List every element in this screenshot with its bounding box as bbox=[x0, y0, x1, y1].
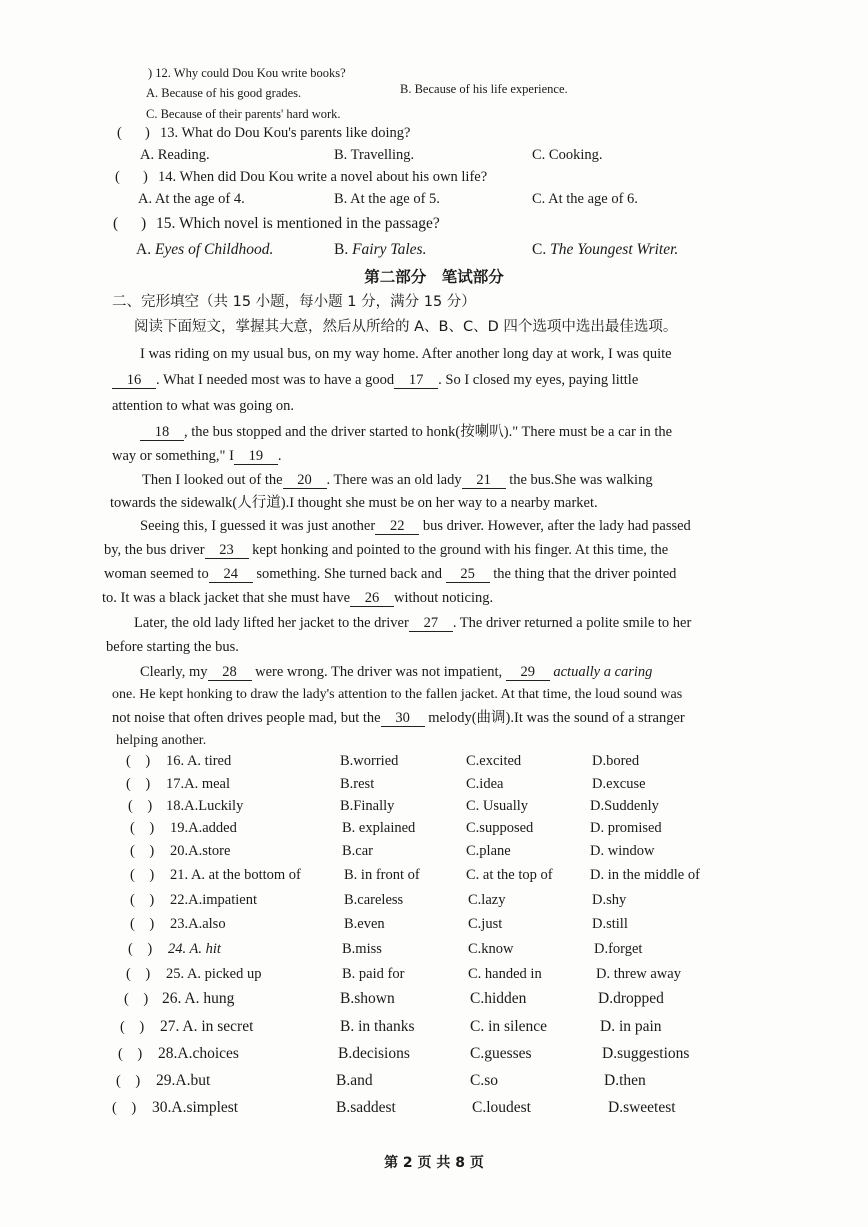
passage-line: to. It was a black jacket that she must have 26 without noticing. bbox=[102, 590, 494, 606]
choice-a: 24. A. hit bbox=[168, 941, 221, 957]
q13-option-b: B. Travelling. bbox=[334, 147, 415, 163]
answer-paren-13-close: ) bbox=[145, 125, 150, 141]
answer-paren: ( ) bbox=[120, 1019, 145, 1035]
choice-row-19 bbox=[0, 819, 868, 841]
answer-paren: ( ) bbox=[130, 843, 155, 859]
passage-line: before starting the bus. bbox=[106, 639, 239, 655]
choice-b: B.even bbox=[344, 916, 385, 932]
choice-d: D.sweetest bbox=[608, 1099, 676, 1116]
answer-paren-13-open: ( bbox=[117, 125, 122, 141]
passage-line: towards the sidewalk(人行道).I thought she must be on her way to a nearby market. bbox=[110, 495, 598, 511]
choice-c: C.so bbox=[470, 1072, 498, 1089]
q14-option-c: C. At the age of 6. bbox=[532, 191, 638, 207]
choice-c: C.lazy bbox=[468, 892, 506, 908]
choice-row-17 bbox=[0, 775, 868, 797]
passage-line: Then I looked out of the 20 . There was an old lady 21 the bus.She was walking bbox=[142, 472, 653, 488]
answer-paren: ( ) bbox=[130, 820, 155, 836]
choice-row-18 bbox=[0, 797, 868, 819]
choice-b: B. explained bbox=[342, 820, 416, 836]
q14-option-b: B. At the age of 5. bbox=[334, 191, 440, 207]
choice-b: B.and bbox=[336, 1072, 373, 1089]
q14-option-a: A. At the age of 4. bbox=[138, 191, 245, 207]
choice-row-26 bbox=[0, 990, 868, 1012]
choice-d: D. window bbox=[590, 843, 655, 859]
answer-paren: ( ) bbox=[128, 941, 153, 957]
q15-option-b: B. Fairy Tales. bbox=[334, 241, 427, 258]
choice-a: 23.A.also bbox=[170, 916, 226, 932]
passage-line: by, the bus driver 23 kept honking and pointed to the ground with his finger. At this time, the bbox=[104, 542, 669, 558]
choice-b: B.careless bbox=[344, 892, 404, 908]
choice-a: 28.A.choices bbox=[158, 1045, 239, 1062]
choice-row-28 bbox=[0, 1045, 868, 1067]
blank-17: 17 bbox=[394, 372, 438, 389]
passage-line: Later, the old lady lifted her jacket to the driver 27 . The driver returned a polite smile to her bbox=[134, 615, 692, 631]
choice-a: 20.A.store bbox=[170, 843, 231, 859]
choice-d: D. in pain bbox=[600, 1018, 662, 1035]
blank-22: 22 bbox=[375, 518, 419, 535]
choice-d: D.bored bbox=[592, 753, 640, 769]
passage-line: not noise that often drives people mad, but the 30 melody(曲调).It was the sound of a stranger bbox=[112, 710, 685, 726]
choice-b: B. in front of bbox=[344, 867, 420, 883]
q12-option-a: A. Because of his good grades. bbox=[146, 86, 302, 100]
instructions: 阅读下面短文，掌握其大意，然后从所给的 A、B、C、D 四个选项中选出最佳选项。 bbox=[134, 319, 678, 335]
passage-line: Clearly, my 28 were wrong. The driver was not impatient, 29 actually a caring bbox=[140, 664, 653, 680]
choice-d: D.then bbox=[604, 1072, 646, 1089]
section-title: 二、完形填空（共 15 小题，每小题 1 分，满分 15 分） bbox=[112, 294, 476, 310]
choice-d: D. threw away bbox=[596, 966, 681, 982]
answer-paren: ( ) bbox=[130, 867, 155, 883]
choice-c: C. at the top of bbox=[466, 867, 553, 883]
blank-21: 21 bbox=[462, 472, 506, 489]
choice-c: C.hidden bbox=[470, 990, 527, 1007]
choice-b: B. in thanks bbox=[340, 1018, 415, 1035]
choice-d: D. promised bbox=[590, 820, 662, 836]
choice-row-23 bbox=[0, 915, 868, 937]
blank-26: 26 bbox=[350, 590, 394, 607]
passage-line: Seeing this, I guessed it was just another 22 bus driver. However, after the lady had passed bbox=[140, 518, 691, 534]
answer-paren: ( ) bbox=[130, 916, 155, 932]
choice-c: C.plane bbox=[466, 843, 511, 859]
question-13: 13. What do Dou Kou's parents like doing? bbox=[160, 125, 411, 141]
choice-b: B.saddest bbox=[336, 1099, 396, 1116]
choice-b: B. paid for bbox=[342, 966, 405, 982]
passage-line: helping another. bbox=[116, 733, 207, 748]
choice-d: D.still bbox=[592, 916, 628, 932]
choice-c: C. in silence bbox=[470, 1018, 548, 1035]
q12-option-b: B. Because of his life experience. bbox=[400, 82, 568, 96]
answer-paren: ( ) bbox=[128, 798, 153, 814]
q15-option-c: C. The Youngest Writer. bbox=[532, 241, 679, 258]
choice-a: 30.A.simplest bbox=[152, 1099, 239, 1116]
choice-a: 21. A. at the bottom of bbox=[170, 867, 301, 883]
question-15: 15. Which novel is mentioned in the passage? bbox=[156, 215, 440, 232]
choice-row-29 bbox=[0, 1072, 868, 1094]
choice-row-22 bbox=[0, 891, 868, 913]
choice-b: B.miss bbox=[342, 941, 382, 957]
choice-b: B.car bbox=[342, 843, 373, 859]
blank-23: 23 bbox=[205, 542, 249, 559]
blank-19: 19 bbox=[234, 448, 278, 465]
choice-c: C. handed in bbox=[468, 966, 542, 982]
part-title: 第二部分 笔试部分 bbox=[364, 268, 504, 286]
choice-row-25 bbox=[0, 965, 868, 987]
passage-line: attention to what was going on. bbox=[112, 398, 295, 414]
answer-paren: ( ) bbox=[118, 1046, 143, 1062]
choice-d: D.forget bbox=[594, 941, 643, 957]
answer-paren-14-open: ( bbox=[115, 169, 120, 185]
answer-paren: ( ) bbox=[124, 991, 149, 1007]
answer-paren-15-open: ( bbox=[113, 215, 119, 232]
choice-d: D.suggestions bbox=[602, 1045, 690, 1062]
choice-d: D. in the middle of bbox=[590, 867, 700, 883]
choice-c: C.idea bbox=[466, 776, 504, 792]
q12-option-c: C. Because of their parents' hard work. bbox=[146, 107, 341, 121]
q13-option-c: C. Cooking. bbox=[532, 147, 603, 163]
blank-30: 30 bbox=[381, 710, 425, 727]
passage-line: 16 . What I needed most was to have a good 17 . So I closed my eyes, paying little bbox=[112, 368, 792, 393]
choice-b: B.rest bbox=[340, 776, 375, 792]
answer-paren-15-close: ) bbox=[141, 215, 147, 232]
choice-row-30 bbox=[0, 1099, 868, 1121]
choice-d: D.dropped bbox=[598, 990, 664, 1007]
passage-line: I was riding on my usual bus, on my way home. After another long day at work, I was quite bbox=[140, 346, 672, 362]
choice-a: 27. A. in secret bbox=[160, 1018, 254, 1035]
answer-paren: ( ) bbox=[126, 776, 151, 792]
choice-c: C.supposed bbox=[466, 820, 534, 836]
choice-d: D.excuse bbox=[592, 776, 646, 792]
answer-paren: ( ) bbox=[112, 1100, 137, 1116]
answer-paren: ( ) bbox=[116, 1073, 141, 1089]
choice-b: B.decisions bbox=[338, 1045, 410, 1062]
choice-c: C.excited bbox=[466, 753, 522, 769]
choice-b: B.Finally bbox=[340, 798, 395, 814]
choice-b: B.shown bbox=[340, 990, 395, 1007]
choice-c: C. Usually bbox=[466, 798, 529, 814]
choice-row-27 bbox=[0, 1018, 868, 1040]
choice-row-21 bbox=[0, 866, 868, 888]
choice-d: D.shy bbox=[592, 892, 627, 908]
blank-18: 18 bbox=[140, 424, 184, 441]
blank-28: 28 bbox=[208, 664, 252, 681]
choice-row-20 bbox=[0, 842, 868, 864]
choice-c: C.just bbox=[468, 916, 503, 932]
choice-a: 19.A.added bbox=[170, 820, 237, 836]
passage-line: woman seemed to 24 something. She turned back and 25 the thing that the driver pointed bbox=[104, 566, 677, 582]
q13-option-a: A. Reading. bbox=[140, 147, 210, 163]
choice-c: C.loudest bbox=[472, 1099, 531, 1116]
q15-option-a: A. Eyes of Childhood. bbox=[136, 241, 274, 258]
choice-a: 18.A.Luckily bbox=[166, 798, 244, 814]
choice-a: 17.A. meal bbox=[166, 776, 231, 792]
choice-a: 16. A. tired bbox=[166, 753, 232, 769]
passage-line: one. He kept honking to draw the lady's attention to the fallen jacket. At that time, the loud sound was bbox=[112, 687, 683, 702]
choice-c: C.know bbox=[468, 941, 514, 957]
blank-27: 27 bbox=[409, 615, 453, 632]
blank-16: 16 bbox=[112, 372, 156, 389]
choice-row-24 bbox=[0, 940, 868, 962]
choice-row-16 bbox=[0, 752, 868, 774]
page-number: 第 2 页 共 8 页 bbox=[384, 1155, 484, 1171]
choice-a: 29.A.but bbox=[156, 1072, 211, 1089]
choice-d: D.Suddenly bbox=[590, 798, 659, 814]
choice-b: B.worried bbox=[340, 753, 399, 769]
answer-paren: ( ) bbox=[126, 966, 151, 982]
choice-a: 25. A. picked up bbox=[166, 966, 262, 982]
choice-c: C.guesses bbox=[470, 1045, 532, 1062]
answer-paren-14-close: ) bbox=[143, 169, 148, 185]
blank-20: 20 bbox=[283, 472, 327, 489]
passage-line: way or something," I 19 . bbox=[112, 448, 282, 464]
passage-line: 18 , the bus stopped and the driver started to honk(按喇叭)." There must be a car in the bbox=[140, 420, 800, 445]
question-12: ) 12. Why could Dou Kou write books? bbox=[148, 66, 346, 80]
answer-paren: ( ) bbox=[130, 892, 155, 908]
blank-25: 25 bbox=[446, 566, 490, 583]
answer-paren: ( ) bbox=[126, 753, 151, 769]
question-14: 14. When did Dou Kou write a novel about his own life? bbox=[158, 169, 488, 185]
blank-29: 29 bbox=[506, 664, 550, 681]
blank-24: 24 bbox=[209, 566, 253, 583]
choice-a: 22.A.impatient bbox=[170, 892, 257, 908]
choice-a: 26. A. hung bbox=[162, 990, 235, 1007]
